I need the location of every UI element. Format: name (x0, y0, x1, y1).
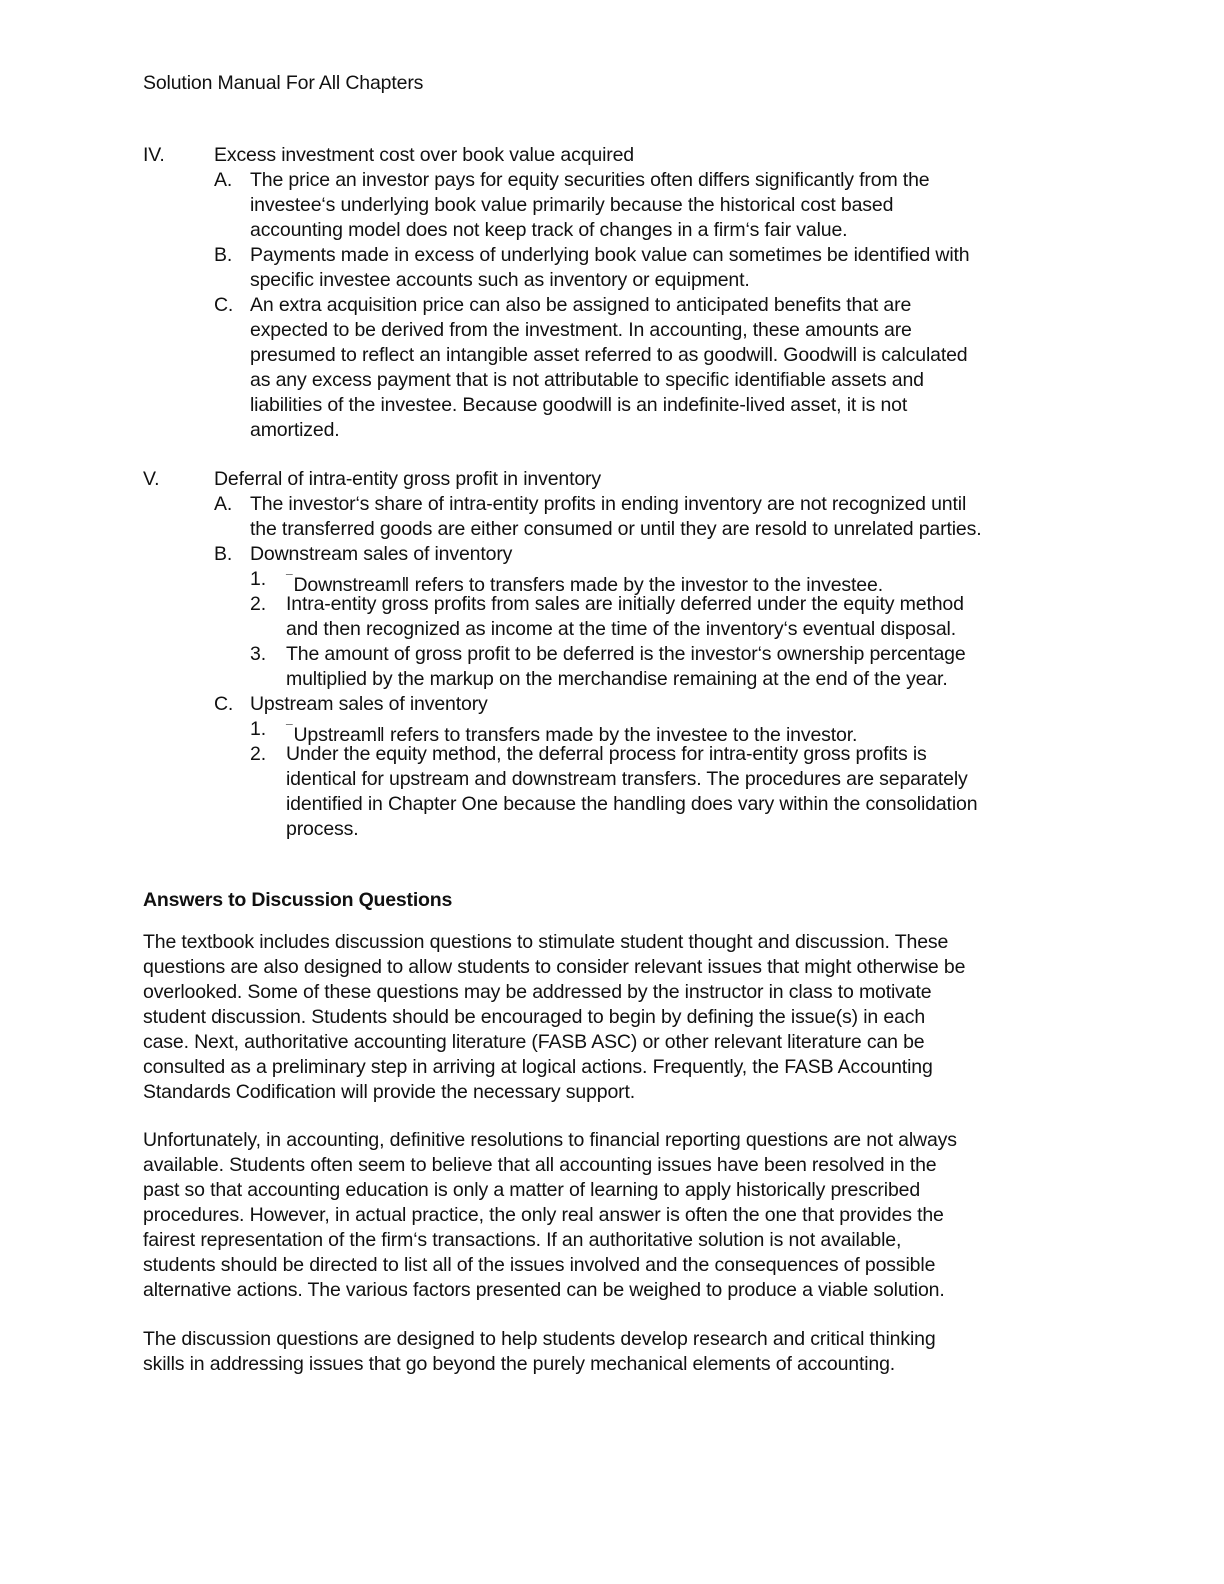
paragraph-line: overlooked. Some of these questions may be addressed by the instructor in class to motivate (143, 981, 932, 1003)
paragraph-line: case. Next, authoritative accounting literature (FASB ASC) or other relevant literature can be (143, 1031, 925, 1053)
discussion-paragraph-1 (143, 930, 965, 1105)
paragraph-line: Unfortunately, in accounting, definitive resolutions to financial reporting questions are not always (143, 1129, 957, 1151)
item-text-line: Downstream sales of inventory (250, 543, 513, 565)
item-text-line: The investor‘s share of intra-entity profits in ending inventory are not recognized until (250, 493, 967, 515)
paragraph-line: The discussion questions are designed to help students develop research and critical thinking (143, 1328, 936, 1350)
discussion-paragraph-2 (143, 1128, 957, 1303)
item-text-line: identical for upstream and downstream transfers. The procedures are separately (286, 768, 968, 790)
item-text-line: multiplied by the markup on the merchandise remaining at the end of the year. (286, 668, 948, 690)
paragraph-line: past so that accounting education is only a matter of learning to apply historically prescribed (143, 1179, 921, 1201)
paragraph-line: student discussion. Students should be encouraged to begin by defining the issue(s) in each (143, 1006, 926, 1028)
paragraph-line: alternative actions. The various factors presented can be weighed to produce a viable solution. (143, 1279, 945, 1301)
section-title: Excess investment cost over book value acquired (214, 144, 634, 166)
item-text-line: accounting model does not keep track of changes in a firm‘s fair value. (250, 219, 848, 241)
open-quote-glyph: ¯ (286, 572, 293, 586)
item-text-line: investee‘s underlying book value primarily because the historical cost based (250, 194, 894, 216)
section-numeral: V. (143, 468, 160, 490)
item-text-line: expected to be derived from the investment. In accounting, these amounts are (250, 319, 912, 341)
item-text-line: The price an investor pays for equity securities often differs significantly from the (250, 169, 930, 191)
item-text-line: identified in Chapter One because the handling does vary within the consolidation (286, 793, 978, 815)
paragraph-line: fairest representation of the firm‘s transactions. If an authoritative solution is not available, (143, 1229, 902, 1251)
section-heading-discussion: Answers to Discussion Questions (143, 889, 453, 911)
item-marker: C. (214, 294, 234, 316)
item-text-line: amortized. (250, 419, 340, 441)
paragraph-line: skills in addressing issues that go beyond the purely mechanical elements of accounting. (143, 1353, 896, 1375)
item-text-line: presumed to reflect an intangible asset referred to as goodwill. Goodwill is calculated (250, 344, 968, 366)
item-marker: 1. (250, 568, 266, 590)
item-text-line: Upstream sales of inventory (250, 693, 488, 715)
item-marker: 1. (250, 718, 266, 740)
section-numeral: IV. (143, 144, 165, 166)
item-text-line: as any excess payment that is not attributable to specific identifiable assets and (250, 369, 924, 391)
running-header: Solution Manual For All Chapters (143, 72, 424, 94)
item-text-line: liabilities of the investee. Because goodwill is an indefinite-lived asset, it is not (250, 394, 908, 416)
section-title: Deferral of intra-entity gross profit in inventory (214, 468, 601, 490)
item-marker: B. (214, 244, 233, 266)
paragraph-line: consulted as a preliminary step in arriving at logical actions. Frequently, the FASB Accounting (143, 1056, 933, 1078)
paragraph-line: Standards Codification will provide the necessary support. (143, 1081, 636, 1103)
item-marker: 2. (250, 743, 266, 765)
paragraph-line: available. Students often seem to believe that all accounting issues have been resolved in the (143, 1154, 937, 1176)
item-marker: C. (214, 693, 234, 715)
item-text-line: Under the equity method, the deferral process for intra-entity gross profits is (286, 743, 927, 765)
open-quote-glyph: ¯ (286, 722, 293, 736)
item-text-line: The amount of gross profit to be deferred is the investor‘s ownership percentage (286, 643, 966, 665)
paragraph-line: procedures. However, in actual practice, the only real answer is often the one that provides the (143, 1204, 944, 1226)
item-text-line: and then recognized as income at the time of the inventory‘s eventual disposal. (286, 618, 956, 640)
paragraph-line: questions are also designed to allow students to consider relevant issues that might otherwise be (143, 956, 966, 978)
item-text: Downstream‖ refers to transfers made by the investor to the investee. (293, 574, 883, 596)
discussion-paragraph-3 (143, 1327, 936, 1377)
item-text-line: process. (286, 818, 359, 840)
item-marker: 3. (250, 643, 266, 665)
item-text-line: specific investee accounts such as inventory or equipment. (250, 269, 750, 291)
item-marker: 2. (250, 593, 266, 615)
paragraph-line: students should be directed to list all of the issues involved and the consequences of possible (143, 1254, 936, 1276)
item-text: Upstream‖ refers to transfers made by the investee to the investor. (293, 724, 858, 746)
item-text-line: the transferred goods are either consumed or until they are resold to unrelated parties. (250, 518, 982, 540)
item-marker: A. (214, 169, 233, 191)
item-text-line: Payments made in excess of underlying book value can sometimes be identified with (250, 244, 970, 266)
item-marker: A. (214, 493, 233, 515)
item-text-line: Intra-entity gross profits from sales are initially deferred under the equity method (286, 593, 964, 615)
item-text-line: An extra acquisition price can also be assigned to anticipated benefits that are (250, 294, 912, 316)
paragraph-line: The textbook includes discussion questions to stimulate student thought and discussion. These (143, 931, 949, 953)
item-marker: B. (214, 543, 233, 565)
